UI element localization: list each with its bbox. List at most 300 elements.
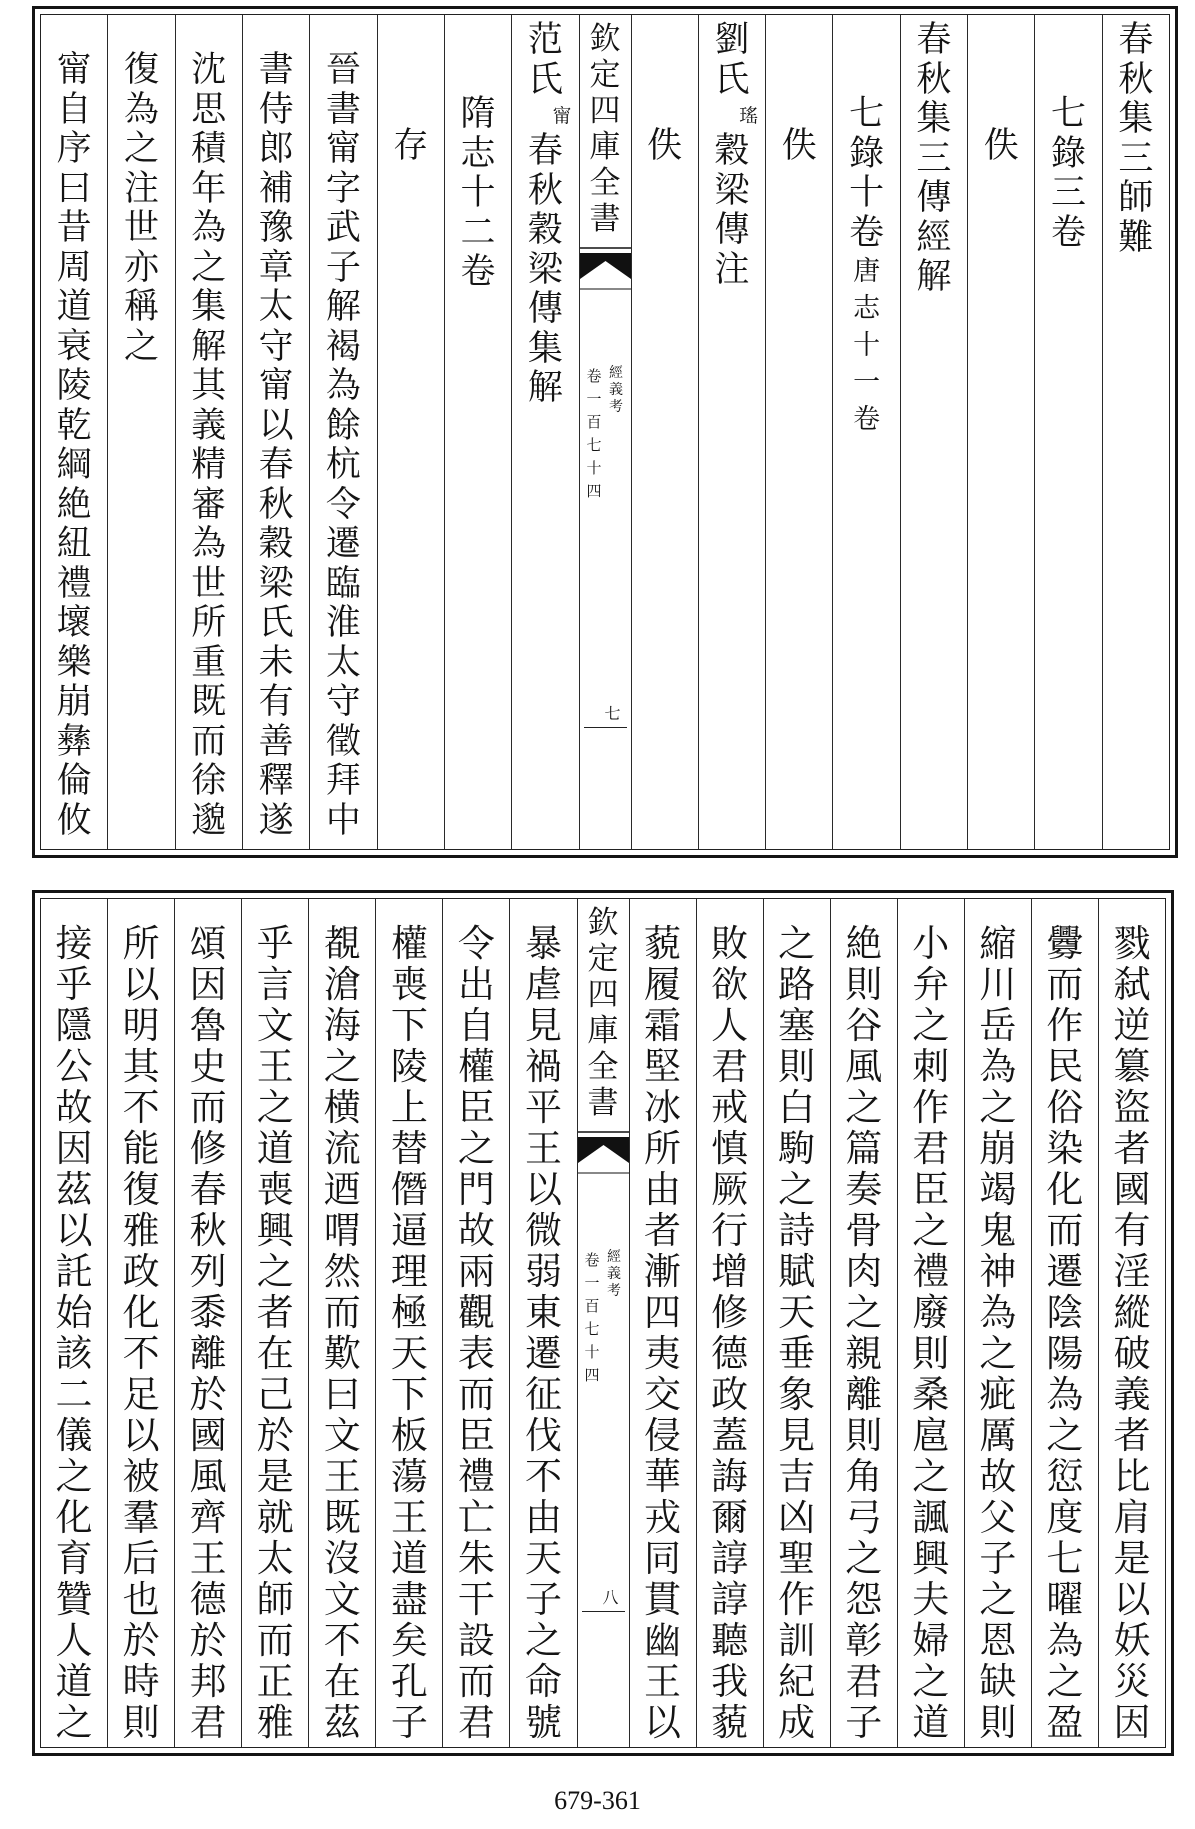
glyph: 令: [325, 484, 361, 525]
glyph: 穀: [527, 210, 563, 250]
glyph: 化: [122, 1291, 160, 1334]
glyph: 以: [524, 1168, 562, 1211]
glyph: 七: [586, 436, 602, 454]
glyph: 集: [527, 328, 563, 369]
glyph: 戎: [644, 1496, 682, 1539]
glyph: 樂: [56, 642, 92, 683]
glyph: 理: [390, 1250, 428, 1293]
glyph: 門: [457, 1168, 495, 1211]
glyph: 為: [1046, 1373, 1084, 1416]
glyph: 於: [122, 1619, 160, 1662]
glyph: 微: [524, 1209, 562, 1252]
preface-column: [1098, 899, 1165, 1747]
glyph: 觀: [457, 1291, 495, 1334]
glyph: 解: [527, 368, 563, 408]
glyph: 書: [587, 1085, 619, 1121]
glyph: 隱: [55, 1004, 93, 1047]
glyph: 婦: [912, 1619, 950, 1662]
glyph: 陽: [1046, 1332, 1084, 1375]
glyph: 欽: [589, 21, 621, 57]
preface-column: [442, 899, 509, 1747]
glyph: 修: [711, 1291, 749, 1334]
glyph: 天: [390, 1332, 428, 1375]
glyph: 志: [853, 293, 881, 324]
preface-column: [830, 899, 897, 1747]
glyph: 之: [55, 1701, 93, 1744]
glyph: 七: [1051, 94, 1087, 134]
glyph: 秋: [916, 59, 952, 100]
glyph: 諄: [711, 1578, 749, 1621]
glyph: 庫: [589, 129, 621, 165]
glyph: 災: [1113, 1660, 1151, 1703]
glyph: 褐: [325, 326, 361, 367]
glyph: 卷: [584, 1251, 600, 1269]
glyph: 漸: [644, 1250, 682, 1293]
glyph: 集: [916, 99, 952, 139]
glyph: 紀: [778, 1660, 816, 1703]
glyph: 復: [123, 50, 159, 90]
glyph: 所: [644, 1127, 682, 1170]
glyph: 子: [524, 1578, 562, 1621]
glyph: 板: [390, 1414, 428, 1457]
glyph: 師: [1118, 178, 1154, 218]
glyph: 離: [189, 1332, 227, 1375]
preface-text-line: [41, 923, 107, 1743]
status-lost: [968, 127, 1034, 167]
glyph: 道: [56, 287, 92, 327]
glyph: 染: [1046, 1127, 1084, 1170]
glyph: 重: [191, 642, 227, 683]
glyph: 篇: [845, 1127, 883, 1170]
glyph: 經: [609, 365, 623, 381]
glyph: 王: [189, 1537, 227, 1580]
glyph: 絶: [56, 484, 92, 525]
glyph: 豫: [258, 208, 294, 248]
status-column: [765, 15, 832, 849]
glyph: 不: [323, 1619, 361, 1662]
glyph: 絶: [845, 922, 883, 965]
glyph: 蕩: [390, 1455, 428, 1498]
glyph: 拜: [325, 761, 361, 801]
glyph: 德: [189, 1578, 227, 1621]
glyph: 因: [189, 963, 227, 1006]
glyph: 敗: [711, 922, 749, 965]
glyph: 范: [527, 20, 563, 60]
preface-text-line: [831, 923, 897, 1743]
commentary-column: [107, 15, 174, 849]
glyph: 愆: [1046, 1455, 1084, 1498]
glyph: 經: [916, 217, 952, 258]
glyph: 之: [778, 922, 816, 965]
glyph: 弑: [1113, 963, 1151, 1006]
fold-leaf-number: 七: [604, 704, 621, 723]
glyph: 國: [189, 1414, 227, 1457]
glyph: 由: [524, 1496, 562, 1539]
commentary-column: [175, 15, 242, 849]
glyph: 杭: [325, 445, 361, 485]
glyph: 諷: [912, 1496, 950, 1539]
glyph: 正: [256, 1660, 294, 1703]
glyph: 既: [323, 1496, 361, 1539]
glyph: 由: [644, 1168, 682, 1211]
glyph: 横: [323, 1086, 361, 1129]
glyph: 未: [258, 642, 294, 683]
glyph: 以: [122, 1414, 160, 1457]
glyph: 離: [845, 1373, 883, 1416]
preface-text-line: [510, 923, 576, 1743]
glyph: 四: [586, 482, 602, 500]
glyph: 德: [711, 1332, 749, 1375]
bottom-leaf-frame: [32, 890, 1174, 1756]
glyph: 定: [589, 57, 621, 93]
column-row: [41, 15, 1169, 849]
glyph: 交: [644, 1373, 682, 1416]
glyph: 禮: [912, 1250, 950, 1293]
glyph: 義: [607, 1266, 621, 1282]
glyph: 民: [1046, 1045, 1084, 1088]
glyph: 而: [323, 1291, 361, 1334]
glyph: 道: [55, 1660, 93, 1703]
center-fold-column: [577, 899, 629, 1747]
glyph: 倫: [56, 761, 92, 801]
glyph: 秋: [258, 484, 294, 525]
glyph: 佚: [781, 126, 817, 166]
glyph: 曰: [56, 168, 92, 209]
glyph: 增: [711, 1250, 749, 1293]
glyph: 諄: [711, 1537, 749, 1580]
glyph: 二: [55, 1373, 93, 1416]
glyph: 遷: [1046, 1250, 1084, 1293]
glyph: 之: [912, 1455, 950, 1498]
catalog-column: [444, 15, 511, 849]
glyph: 以: [122, 963, 160, 1006]
commentary-line: [310, 51, 376, 841]
glyph: 不: [122, 1332, 160, 1375]
glyph: 臣: [912, 1168, 950, 1211]
glyph: 為: [191, 208, 227, 248]
fold-leaf-rule: [582, 1611, 625, 1612]
glyph: 甯: [325, 129, 361, 169]
glyph: 書: [325, 89, 361, 130]
glyph: 角: [845, 1455, 883, 1498]
glyph: 小: [912, 922, 950, 965]
preface-column: [241, 899, 308, 1747]
glyph: 設: [457, 1619, 495, 1662]
glyph: 則: [845, 1414, 883, 1457]
author-given-name-note: [512, 100, 578, 132]
glyph: 滄: [323, 963, 361, 1006]
glyph: 政: [711, 1373, 749, 1416]
glyph: 風: [189, 1455, 227, 1498]
glyph: 僭: [390, 1168, 428, 1211]
glyph: 人: [711, 1004, 749, 1047]
glyph: 邈: [191, 800, 227, 841]
glyph: 善: [258, 721, 294, 762]
glyph: 興: [912, 1537, 950, 1580]
preface-column: [107, 899, 174, 1747]
glyph: 故: [457, 1209, 495, 1252]
glyph: 考: [607, 1283, 621, 1299]
fold-book-title: [606, 365, 626, 503]
glyph: 弓: [845, 1496, 883, 1539]
glyph: 號: [524, 1701, 562, 1744]
glyph: 春: [189, 1168, 227, 1211]
glyph: 下: [390, 1373, 428, 1416]
glyph: 其: [191, 366, 227, 406]
glyph: 因: [1113, 1701, 1151, 1744]
glyph: 干: [457, 1578, 495, 1621]
glyph: 之: [323, 1045, 361, 1088]
glyph: 歎: [323, 1332, 361, 1375]
glyph: 始: [55, 1291, 93, 1334]
glyph: 行: [711, 1209, 749, 1252]
glyph: 天: [524, 1537, 562, 1580]
glyph: 沈: [191, 50, 227, 90]
glyph: 甯: [552, 105, 572, 127]
glyph: 字: [325, 168, 361, 209]
glyph: 冰: [644, 1086, 682, 1129]
fold-juan-number: [584, 365, 604, 503]
glyph: 百: [584, 1297, 600, 1315]
fish-tail-mark: [580, 247, 631, 293]
glyph: 王: [644, 1660, 682, 1703]
glyph: 而: [256, 1619, 294, 1662]
glyph: 餘: [325, 405, 361, 446]
glyph: 戮: [1113, 922, 1151, 965]
glyph: 復: [122, 1168, 160, 1211]
glyph: 氏: [527, 59, 563, 100]
glyph: 邦: [189, 1660, 227, 1703]
glyph: 上: [390, 1086, 428, 1129]
glyph: 就: [256, 1496, 294, 1539]
glyph: 其: [122, 1045, 160, 1088]
glyph: 子: [979, 1537, 1017, 1580]
glyph: 怨: [845, 1578, 883, 1621]
glyph: 君: [912, 1127, 950, 1170]
glyph: 言: [256, 963, 294, 1006]
glyph: 思: [191, 89, 227, 130]
fold-book-title: [604, 1249, 624, 1387]
glyph: 所: [191, 603, 227, 643]
glyph: 者: [1113, 1414, 1151, 1457]
glyph: 之: [845, 1537, 883, 1580]
glyph: 佚: [647, 126, 683, 166]
glyph: 於: [189, 1619, 227, 1662]
glyph: 卷: [586, 367, 602, 385]
fold-juan-number: [582, 1249, 602, 1387]
glyph: 訓: [778, 1619, 816, 1662]
glyph: 既: [191, 682, 227, 722]
glyph: 春: [258, 445, 294, 485]
glyph: 公: [55, 1045, 93, 1088]
glyph: 之: [845, 1086, 883, 1129]
glyph: 是: [256, 1455, 294, 1498]
preface-text-line: [376, 923, 442, 1743]
glyph: 穀: [714, 131, 750, 171]
glyph: 亡: [457, 1496, 495, 1539]
glyph: 陵: [56, 366, 92, 406]
glyph: 隋: [460, 94, 496, 134]
fold-series-title: [578, 905, 629, 1121]
glyph: 虐: [524, 963, 562, 1006]
preface-column: [964, 899, 1031, 1747]
fold-caption: [580, 365, 631, 503]
glyph: 侍: [258, 89, 294, 130]
glyph: 注: [714, 249, 750, 290]
glyph: 而: [1046, 1209, 1084, 1252]
glyph: 亦: [123, 247, 159, 288]
glyph: 誨: [711, 1455, 749, 1498]
glyph: 人: [55, 1619, 93, 1662]
commentary-column: [41, 15, 107, 849]
glyph: 興: [256, 1209, 294, 1252]
glyph: 昔: [56, 208, 92, 248]
glyph: 注: [123, 168, 159, 209]
glyph: 年: [191, 168, 227, 209]
glyph: 弱: [524, 1250, 562, 1293]
preface-column: [629, 899, 696, 1747]
glyph: 甯: [56, 50, 92, 90]
glyph: 茲: [55, 1168, 93, 1211]
glyph: 氏: [258, 603, 294, 643]
catalog-record: [833, 95, 899, 253]
glyph: 肩: [1113, 1496, 1151, 1539]
glyph: 稱: [123, 287, 159, 327]
glyph: 之: [979, 1086, 1017, 1129]
glyph: 兩: [457, 1250, 495, 1293]
glyph: 解: [325, 287, 361, 327]
preface-column: [509, 899, 576, 1747]
glyph: 之: [256, 1250, 294, 1293]
glyph: 文: [256, 1004, 294, 1047]
glyph: 雅: [122, 1209, 160, 1252]
glyph: 為: [1046, 1619, 1084, 1662]
glyph: 所: [122, 922, 160, 965]
glyph: 爾: [711, 1496, 749, 1539]
glyph: 恩: [979, 1619, 1017, 1662]
fold-leaf-number: 八: [602, 1588, 619, 1607]
glyph: 覩: [323, 922, 361, 965]
glyph: 考: [609, 399, 623, 415]
glyph: 征: [524, 1373, 562, 1416]
glyph: 沒: [323, 1537, 361, 1580]
glyph: 臨: [325, 563, 361, 604]
glyph: 履: [644, 963, 682, 1006]
glyph: 作: [778, 1578, 816, 1621]
glyph: 而: [457, 1373, 495, 1416]
glyph: 佚: [983, 126, 1019, 166]
entry-title: [901, 21, 967, 298]
glyph: 淮: [325, 603, 361, 643]
glyph: 周: [56, 247, 92, 288]
glyph: 者: [644, 1209, 682, 1252]
glyph: 藐: [711, 1701, 749, 1744]
glyph: 東: [524, 1291, 562, 1334]
catalog-column: [1034, 15, 1101, 849]
preface-column: [897, 899, 964, 1747]
commentary-column: [309, 15, 376, 849]
glyph: 自: [56, 89, 92, 130]
glyph: 傳: [916, 178, 952, 218]
glyph: 補: [258, 168, 294, 209]
glyph: 經: [607, 1249, 621, 1265]
top-leaf-frame: [32, 6, 1178, 858]
commentary-line: [243, 51, 309, 841]
fish-tail-mark: [578, 1131, 629, 1177]
glyph: 縱: [1113, 1291, 1151, 1334]
status-column: [967, 15, 1034, 849]
preface-column: [375, 899, 442, 1747]
glyph: 接: [55, 922, 93, 965]
glyph: 君: [845, 1660, 883, 1703]
glyph: 盈: [1046, 1701, 1084, 1744]
entry-column: [511, 15, 578, 849]
glyph: 釋: [258, 761, 294, 801]
glyph: 禮: [56, 563, 92, 604]
glyph: 王: [390, 1496, 428, 1539]
glyph: 道: [256, 1127, 294, 1170]
glyph: 為: [325, 366, 361, 406]
glyph: 足: [122, 1373, 160, 1416]
glyph: 而: [189, 1086, 227, 1129]
glyph: 劉: [714, 20, 750, 60]
glyph: 十: [849, 173, 885, 213]
glyph: 世: [191, 563, 227, 604]
glyph: 谷: [845, 1004, 883, 1047]
glyph: 出: [457, 963, 495, 1006]
entry-title: [512, 132, 578, 409]
glyph: 風: [845, 1045, 883, 1088]
glyph: 縮: [979, 922, 1017, 965]
glyph: 乎: [55, 963, 93, 1006]
glyph: 肉: [845, 1250, 883, 1293]
glyph: 喟: [323, 1209, 361, 1252]
glyph: 解: [916, 257, 952, 297]
glyph: 彰: [845, 1619, 883, 1662]
commentary-line: [41, 51, 107, 841]
glyph: 垂: [778, 1332, 816, 1375]
preface-text-line: [764, 923, 830, 1743]
glyph: 則: [122, 1701, 160, 1744]
glyph: 而: [191, 721, 227, 762]
glyph: 臣: [457, 1086, 495, 1129]
glyph: 厥: [711, 1168, 749, 1211]
glyph: 表: [457, 1332, 495, 1375]
glyph: 之: [55, 1455, 93, 1498]
glyph: 卷: [849, 212, 885, 253]
glyph: 幽: [644, 1619, 682, 1662]
text-frame: [40, 14, 1170, 850]
glyph: 欲: [711, 963, 749, 1006]
status-lost: [766, 127, 832, 167]
glyph: 為: [123, 89, 159, 130]
glyph: 傳: [714, 210, 750, 250]
glyph: 中: [325, 800, 361, 841]
glyph: 迺: [323, 1168, 361, 1211]
glyph: 羣: [122, 1496, 160, 1539]
entry-column: [900, 15, 967, 849]
entry-title: [699, 132, 765, 290]
glyph: 矣: [390, 1619, 428, 1662]
glyph: 王: [323, 1455, 361, 1498]
glyph: 暴: [524, 922, 562, 965]
glyph: 四: [644, 1291, 682, 1334]
glyph: 於: [256, 1414, 294, 1457]
glyph: 侵: [644, 1414, 682, 1457]
glyph: 明: [122, 1004, 160, 1047]
catalog-record-note: [833, 253, 899, 438]
preface-text-line: [443, 923, 509, 1743]
